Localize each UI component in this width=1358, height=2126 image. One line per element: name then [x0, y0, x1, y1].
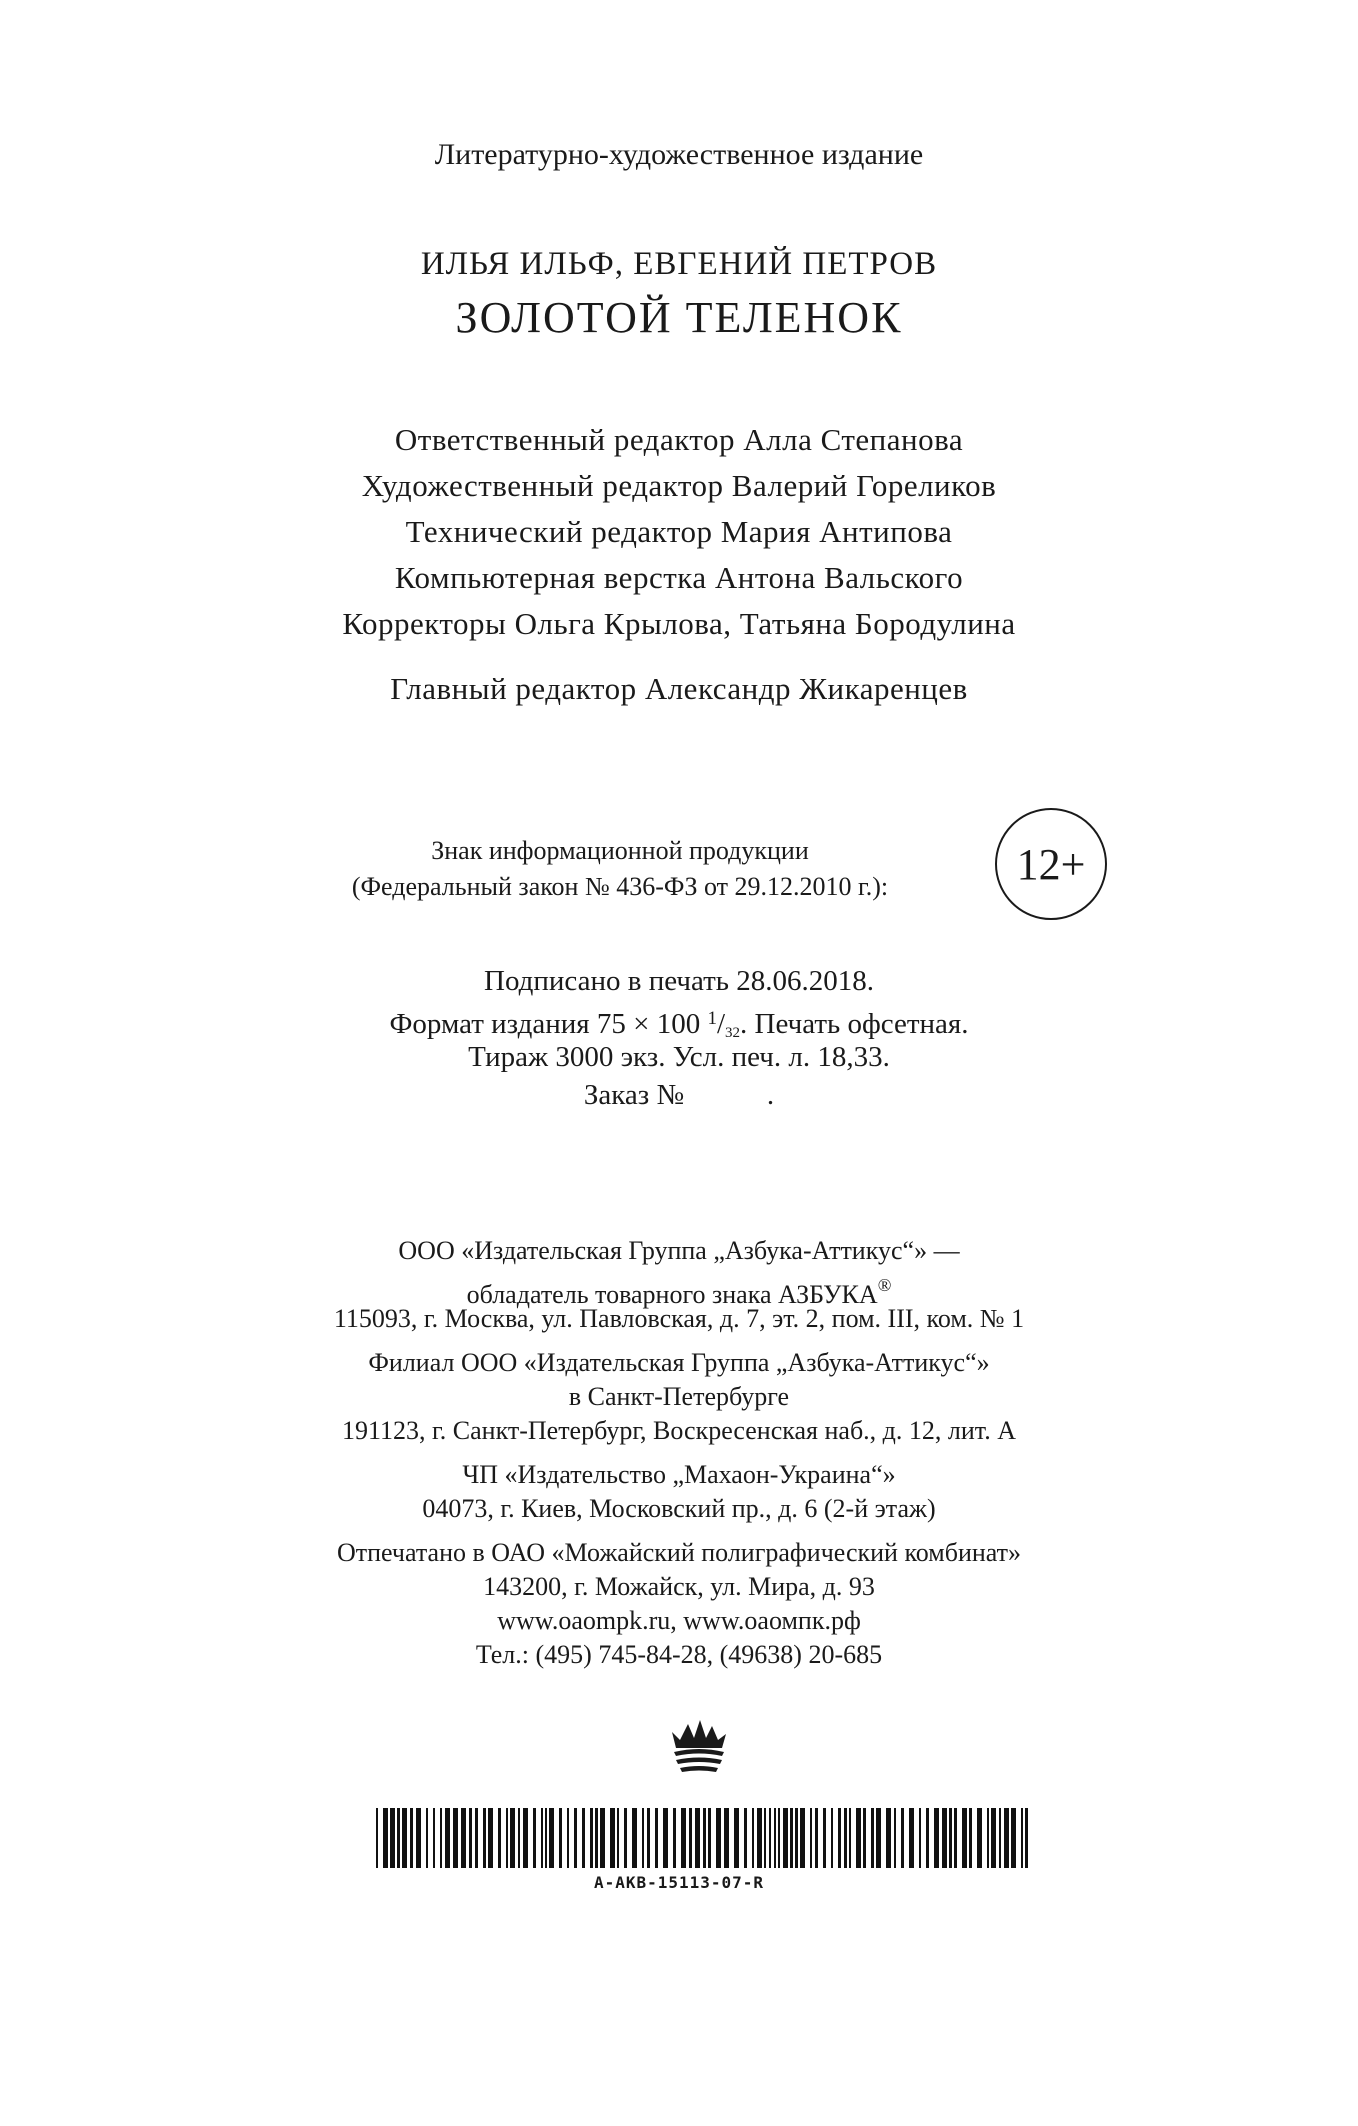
barcode-bar [800, 1808, 805, 1868]
barcode-bar [390, 1808, 395, 1868]
barcode-bar [445, 1808, 450, 1868]
publisher-trademark [0, 1268, 1358, 1309]
barcode-bar [734, 1808, 739, 1868]
barcode-bar [969, 1808, 972, 1868]
barcode-bar [624, 1808, 627, 1868]
barcode-bar [977, 1808, 982, 1868]
barcode-bar [610, 1808, 615, 1868]
barcode-bar [886, 1808, 891, 1868]
barcode-bar [1011, 1808, 1016, 1868]
barcode-bar [416, 1808, 421, 1868]
branch-kyiv-name: ЧП «Издательство „Махаон-Украина“» [462, 1460, 896, 1489]
print-format-suffix: . Печать офсетная. [740, 1008, 969, 1040]
printer-address: 143200, г. Можайск, ул. Мира, д. 93 [483, 1572, 875, 1601]
barcode-bar [383, 1808, 388, 1868]
barcode-bar [1004, 1808, 1009, 1868]
barcode-bar [856, 1808, 861, 1868]
barcode-bar [849, 1808, 851, 1868]
barcode-bar [778, 1808, 780, 1868]
barcode-bar [488, 1808, 493, 1868]
printer-crown-logo-icon [668, 1718, 730, 1774]
barcode-bar [708, 1808, 711, 1868]
barcode-bar [663, 1808, 668, 1868]
print-order-label: Заказ № [583, 1079, 685, 1111]
print-format-slash: / [716, 1008, 726, 1040]
branch-spb-group [0, 1346, 1358, 1448]
barcode-bar [475, 1808, 478, 1868]
barcode-bar [876, 1808, 881, 1868]
printer-phone: Тел.: (495) 745-84-28, (49638) 20-685 [475, 1640, 883, 1669]
barcode-bar [909, 1808, 914, 1868]
branch-spb-address: 191123, г. Санкт-Петербург, Воскресенская наб., д. 12, лит. А [342, 1416, 1016, 1445]
barcode-bar [595, 1808, 598, 1868]
barcode-bar [410, 1808, 413, 1868]
age-rating-notice [300, 833, 940, 905]
barcode-bar [453, 1808, 458, 1868]
barcode-bar [991, 1808, 996, 1868]
age-rating-label: Знак информационной продукции [431, 836, 809, 865]
barcode-bar [769, 1808, 771, 1868]
barcode-bar [695, 1808, 700, 1868]
barcode-bar [744, 1808, 747, 1868]
barcode-bar [919, 1808, 921, 1868]
publisher-address: 115093, г. Москва, ул. Павловская, д. 7, эт. 2, пом. III, ком. № 1 [333, 1304, 1025, 1333]
publication-genre: Литературно-художественное издание [434, 138, 924, 171]
age-rating-badge [995, 808, 1107, 920]
barcode-bar [1021, 1808, 1023, 1868]
branch-spb-city: в Санкт-Петербурге [568, 1382, 790, 1411]
barcode-bar [426, 1808, 428, 1868]
printer-name: Отпечатано в ОАО «Можайский полиграфический комбинат» [336, 1538, 1022, 1567]
barcode-bar [469, 1808, 472, 1868]
publisher-trademark-text: обладатель товарного знака АЗБУКА [466, 1280, 878, 1309]
barcode-number: A-AKB-15113-07-R [593, 1873, 765, 1892]
branch-spb-name: Филиал ООО «Издательская Группа „Азбука-Аттикус“» [368, 1348, 990, 1377]
barcode-bar [523, 1808, 528, 1868]
barcode-bar [600, 1808, 605, 1868]
print-order [0, 1076, 1358, 1114]
printer-group [0, 1536, 1358, 1672]
credit-chief-editor: Главный редактор Александр Жикаренцев [390, 671, 968, 706]
barcode-bar [954, 1808, 957, 1868]
print-format-numerator: 1 [707, 1008, 717, 1029]
credit-art-editor: Художественный редактор Валерий Гореликов [361, 468, 997, 503]
publisher-group [0, 1234, 1358, 1336]
barcode-bar [510, 1808, 515, 1868]
barcode-bar [757, 1808, 762, 1868]
book-authors: ИЛЬЯ ИЛЬФ, ЕВГЕНИЙ ПЕТРОВ [420, 246, 938, 282]
barcode-bar [590, 1808, 593, 1868]
barcode-bar [533, 1808, 536, 1868]
barcode-bar [574, 1808, 577, 1868]
barcode-bar [752, 1808, 754, 1868]
barcode-bar [962, 1808, 967, 1868]
barcode-bar [376, 1808, 378, 1868]
barcode-bar [987, 1808, 989, 1868]
branch-kyiv-address: 04073, г. Киев, Московский пр., д. 6 (2-й этаж) [422, 1494, 936, 1523]
barcode-bar [647, 1808, 650, 1868]
barcode-bar [831, 1808, 833, 1868]
barcode-bar [549, 1808, 554, 1868]
barcode-bar [483, 1808, 486, 1868]
barcode-bar [724, 1808, 729, 1868]
credit-responsible-editor: Ответственный редактор Алла Степанова [394, 422, 964, 457]
barcode-bar [498, 1808, 501, 1868]
print-format-denominator: 32 [725, 1025, 741, 1041]
branch-kyiv-group [0, 1458, 1358, 1526]
barcode-bar [567, 1808, 569, 1868]
registered-mark: ® [877, 1275, 892, 1295]
credit-technical-editor: Технический редактор Мария Антипова [405, 514, 953, 549]
barcode-bar [774, 1808, 776, 1868]
barcode-bar [790, 1808, 793, 1868]
print-format [0, 1000, 1358, 1041]
barcode-bar [942, 1808, 947, 1868]
barcode-bar [926, 1808, 929, 1868]
barcode-bar [433, 1808, 435, 1868]
barcode-bar [949, 1808, 952, 1868]
print-format-prefix: Формат издания 75 × 100 [389, 1008, 708, 1040]
barcode-bar [871, 1808, 874, 1868]
barcode-bar [815, 1808, 818, 1868]
barcode-bar [440, 1808, 442, 1868]
barcode-bar [541, 1808, 543, 1868]
barcode-bar [461, 1808, 466, 1868]
barcode-bar [642, 1808, 644, 1868]
barcode-bar [838, 1808, 841, 1868]
publisher-name: ООО «Издательская Группа „Азбука-Аттикус“» — [398, 1236, 960, 1265]
barcode-bar [681, 1808, 686, 1868]
print-signed-date: Подписано в печать 28.06.2018. [484, 965, 874, 997]
print-circulation: Тираж 3000 экз. Усл. печ. л. 18,33. [468, 1041, 890, 1073]
barcode-bar [402, 1808, 407, 1868]
barcode-bar [764, 1808, 766, 1868]
barcode-bar [934, 1808, 939, 1868]
barcode-bar [518, 1808, 520, 1868]
barcode-bar [559, 1808, 562, 1868]
barcode-bar [545, 1808, 547, 1868]
printer-websites: www.oaompk.ru, www.оаомпк.рф [497, 1606, 861, 1635]
barcode-bar [617, 1808, 619, 1868]
age-rating-value: 12+ [1016, 839, 1086, 889]
print-info [0, 962, 1358, 1114]
barcode-bar [795, 1808, 798, 1868]
barcode-bar [783, 1808, 788, 1868]
barcode-bar [1025, 1808, 1028, 1868]
barcode-bar [673, 1808, 676, 1868]
barcode-bar [863, 1808, 866, 1868]
credit-proofreaders: Корректоры Ольга Крылова, Татьяна Бородулина [342, 606, 1016, 641]
barcode-bar [716, 1808, 721, 1868]
barcode-bar [901, 1808, 904, 1868]
barcode-bar [844, 1808, 847, 1868]
barcode-bar [894, 1808, 896, 1868]
barcode-bar [703, 1808, 706, 1868]
age-rating-law: (Федеральный закон № 436-ФЗ от 29.12.2010 г.): [351, 872, 889, 901]
credit-layout: Компьютерная верстка Антона Вальского [394, 560, 964, 595]
print-order-dot: . [766, 1079, 775, 1111]
barcode-bar [582, 1808, 585, 1868]
barcode-bar [506, 1808, 508, 1868]
barcode-bar [999, 1808, 1001, 1868]
barcode [376, 1808, 1030, 1868]
barcode-bar [689, 1808, 692, 1868]
barcode-bar [655, 1808, 658, 1868]
imprint-info [0, 1234, 1358, 1682]
barcode-bar [397, 1808, 400, 1868]
barcode-bar [632, 1808, 637, 1868]
barcode-bar [823, 1808, 826, 1868]
barcode-bar [810, 1808, 812, 1868]
book-title: ЗОЛОТОЙ ТЕЛЕНОК [455, 293, 903, 342]
